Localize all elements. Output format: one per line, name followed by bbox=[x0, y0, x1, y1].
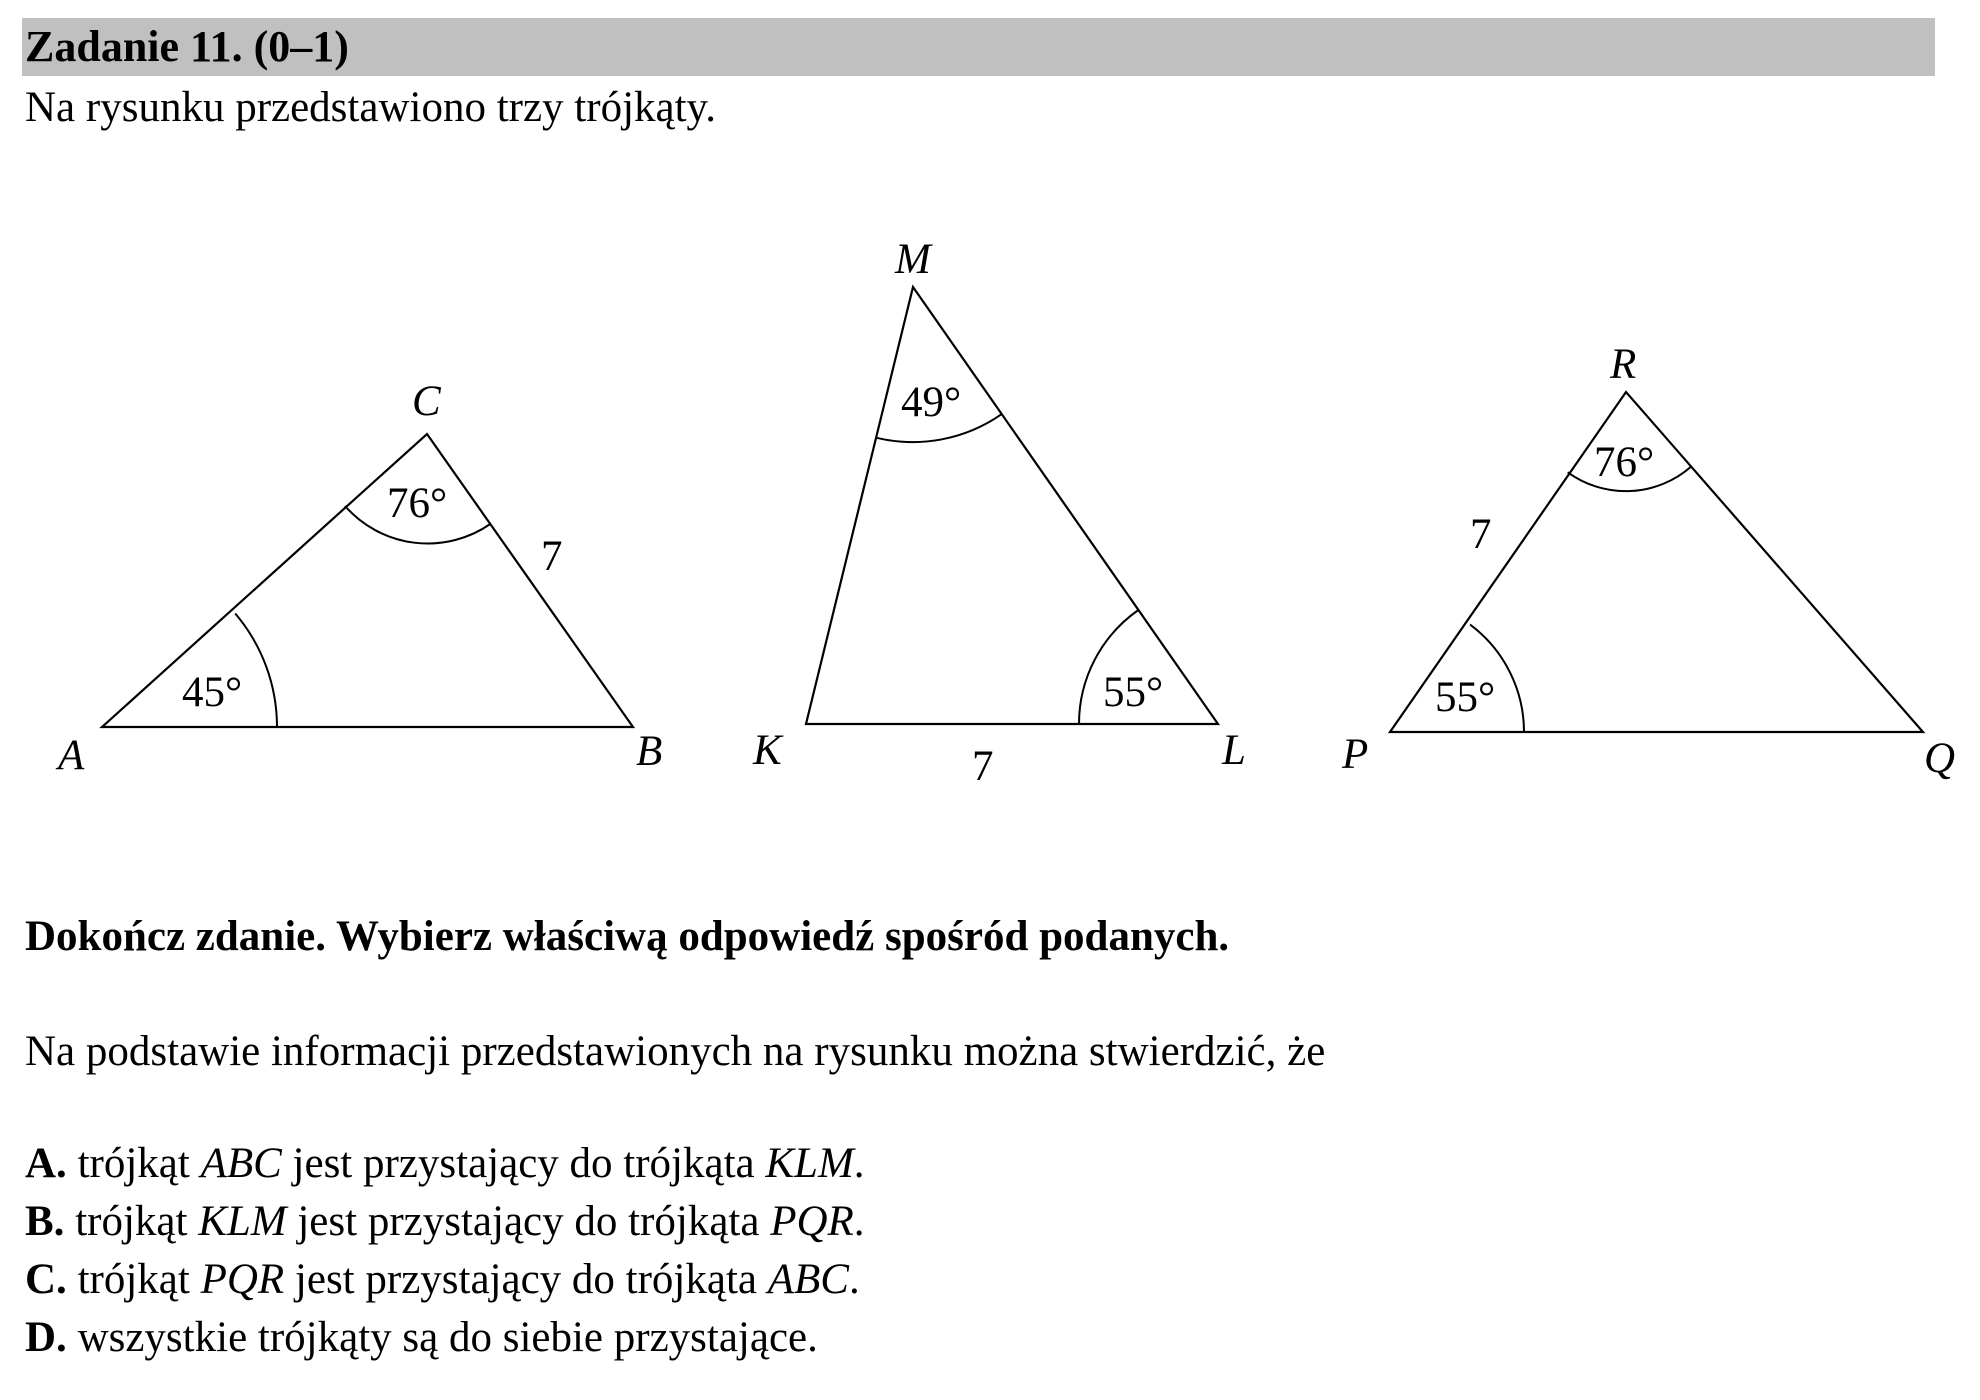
vertex-label-c: C bbox=[412, 378, 441, 425]
option-text: trójkąt bbox=[66, 1256, 201, 1303]
intro-text: Na rysunku przedstawiono trzy trójkąty. bbox=[25, 84, 717, 131]
vertex-label-k: K bbox=[753, 727, 782, 774]
vertex-label-q: Q bbox=[1924, 735, 1956, 782]
answer-options bbox=[25, 1135, 865, 1367]
vertex-label-a: A bbox=[58, 732, 85, 779]
vertex-label-l: L bbox=[1222, 727, 1246, 774]
angle-label-m: 49° bbox=[901, 379, 962, 426]
option-text: . bbox=[853, 1198, 865, 1245]
option-text: jest przystający do trójkąta bbox=[284, 1256, 768, 1303]
option-text: . bbox=[848, 1256, 860, 1303]
option-letter: A. bbox=[25, 1140, 67, 1187]
angle-label-p: 55° bbox=[1435, 674, 1496, 721]
option-triangle-name: ABC bbox=[767, 1256, 849, 1303]
option-text: trójkąt bbox=[66, 1140, 201, 1187]
option-triangle-name: KLM bbox=[198, 1198, 287, 1245]
option-letter: B. bbox=[25, 1198, 65, 1245]
option-triangle-name: ABC bbox=[200, 1140, 282, 1187]
vertex-label-b: B bbox=[636, 728, 663, 775]
side-label-kl: 7 bbox=[972, 743, 994, 790]
triangle-abc bbox=[55, 378, 662, 779]
vertex-label-p: P bbox=[1342, 731, 1369, 778]
triangle-pqr bbox=[1341, 341, 1955, 782]
angle-label-c: 76° bbox=[387, 480, 448, 527]
angle-label-r: 76° bbox=[1594, 439, 1655, 486]
question-stem: Na podstawie informacji przedstawionych na rysunku można stwierdzić, że bbox=[25, 1028, 1326, 1075]
option-triangle-name: PQR bbox=[770, 1198, 854, 1245]
vertex-label-r: R bbox=[1610, 341, 1637, 388]
option-text: trójkąt bbox=[64, 1198, 199, 1245]
option-text: . bbox=[853, 1140, 865, 1187]
vertex-label-m: M bbox=[895, 236, 931, 283]
triangle-klm-outline bbox=[806, 287, 1218, 724]
angle-label-l: 55° bbox=[1103, 669, 1164, 716]
task-title: Zadanie 11. (0–1) bbox=[25, 22, 349, 71]
option-letter: D. bbox=[25, 1314, 67, 1361]
option-triangle-name: PQR bbox=[200, 1256, 285, 1303]
angle-label-a: 45° bbox=[182, 669, 243, 716]
side-label-bc: 7 bbox=[541, 533, 563, 580]
option-text: jest przystający do trójkąta bbox=[281, 1140, 766, 1187]
task-instruction: Dokończ zdanie. Wybierz właściwą odpowiedź spośród podanych. bbox=[25, 913, 1230, 960]
answer-option-b[interactable] bbox=[25, 1193, 865, 1251]
option-letter: C. bbox=[25, 1256, 67, 1303]
side-label-pr: 7 bbox=[1470, 511, 1492, 558]
answer-option-c[interactable] bbox=[25, 1251, 865, 1309]
answer-option-a[interactable] bbox=[25, 1135, 865, 1193]
answer-option-d[interactable] bbox=[25, 1309, 865, 1367]
option-text: jest przystający do trójkąta bbox=[286, 1198, 771, 1245]
option-triangle-name: KLM bbox=[765, 1140, 854, 1187]
triangle-klm bbox=[752, 236, 1246, 790]
option-text: wszystkie trójkąty są do siebie przystające. bbox=[66, 1314, 818, 1361]
